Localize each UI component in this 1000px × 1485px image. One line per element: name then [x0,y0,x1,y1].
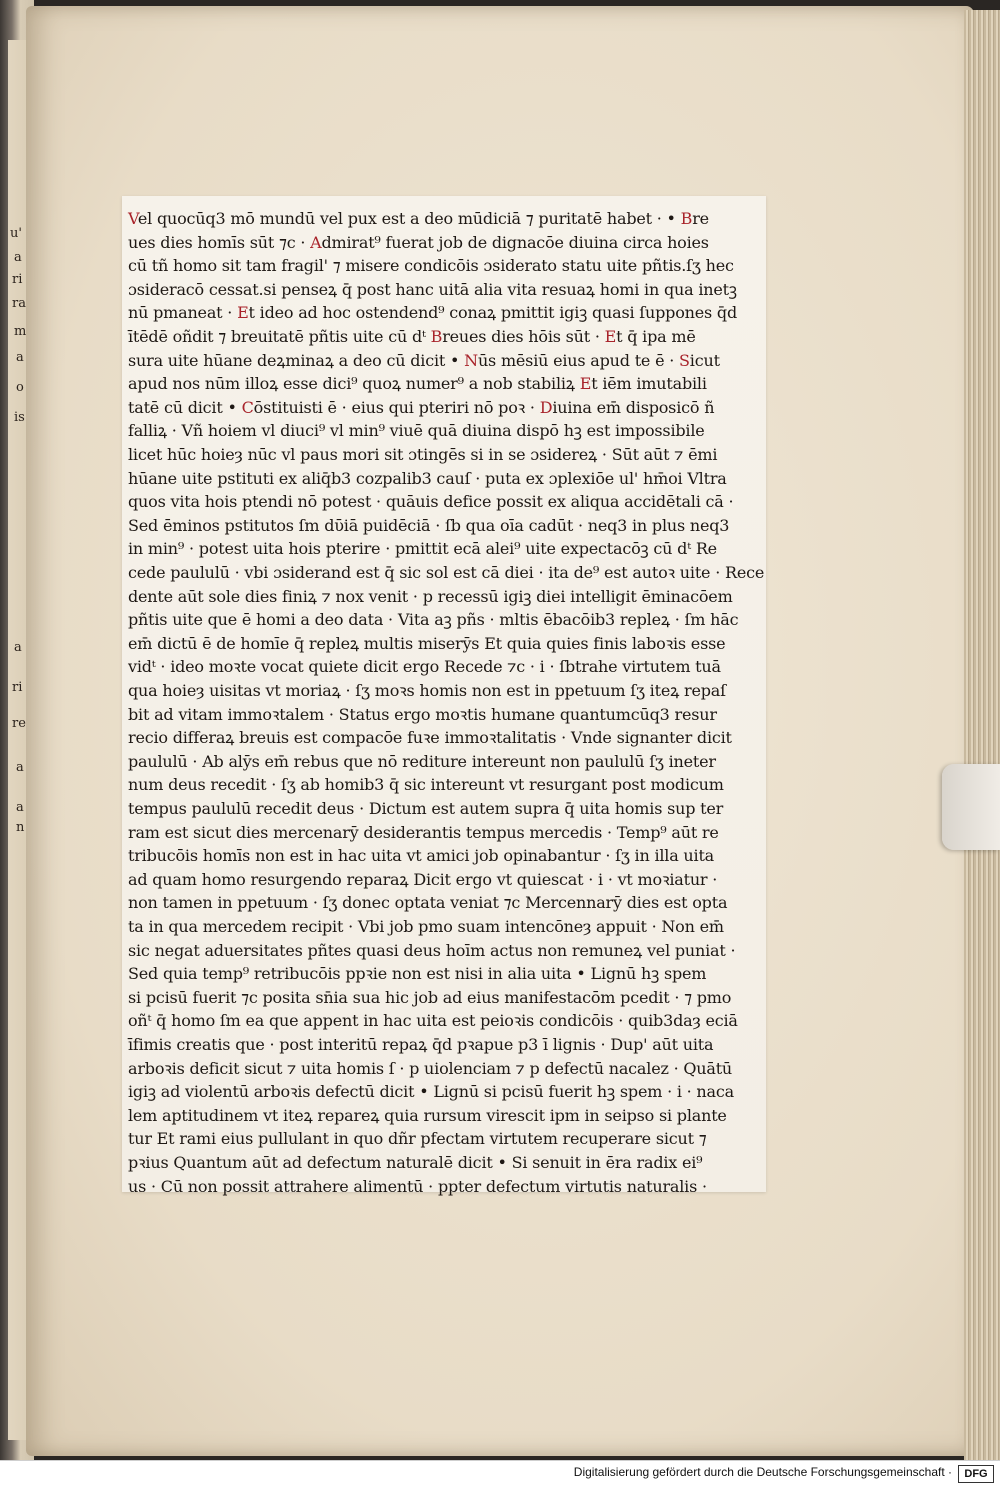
margin-fragment: re [12,716,26,731]
text-line: vidᵗ · ideo moꝛte vocat quiete dicit ergo Recede ⁊c · i · ſbtrahe virtutem tuā [128,657,721,677]
text-line: sic negat aduersitates pñtes quasi deus hoīm actus non remuneꝝ vel puniat · [128,940,736,960]
text-line: in min⁹ · potest uita hois pterire · pmittit ecā alei⁹ uite expectacōꝫ cū dᵗ Re [128,539,717,559]
rubric-initial: B [430,327,443,346]
text-line: qua hoieȝ uisitas vt moriaꝝ · ſʒ moꝛs homis non est in ppetuum ſʒ iteꝝ repaſ [128,681,726,700]
text-line: falliꝝ · Vñ hoiem vl diuci⁹ vl min⁹ viuē quā diuina dispō hꝫ est impossibile [128,421,705,441]
rubric-initial: E [579,374,592,394]
margin-fragment: a [14,250,22,265]
text-line: īfimis creatis que · post interitū repaꝝ q̄d pꝛapue p3 ī lignis · Dup' aūt uita [128,1035,714,1054]
text-line: quos vita hois ptendi nō potest · quāuis defice possit ex aliqua accidētali cā · [128,492,734,512]
text-line: licet hūc hoieȝ nūc vl paus mori sit ɔtingēs si in se ɔsidereꝝ · Sūt aūt ⁊ ēmi [128,445,718,464]
rubric-initial: V [128,209,138,228]
text-line: oñᵗ q̄ homo ſm ea que appent in hac uita est peioꝛis condicōis · quib3daȝ eciā [128,1011,738,1031]
margin-fragment: a [16,760,24,775]
text-line: ues dies homīs sūt ⁊c · Admirat⁹ fuerat job de dignacōe diuina circa hoies [128,232,709,252]
rubric-initial: A [310,232,322,252]
text-line: ītēdē oñdit ⁊ breuitatē pñtis uite cū dᵗ Breues dies hōis sūt · Et q̄ ipa mē [128,327,696,346]
text-line: pñtis uite que ē homi a deo data · Vita aꝫ pñs · mltis ēbacōib3 repleꝝ · ſm hāc [128,610,739,630]
text-column [122,196,766,1196]
text-line: Vel quocūq3 mō mundū vel pux est a deo mūdiciā ⁊ puritatē habet · • Bre [128,209,709,228]
text-line: apud nos nūm illoꝝ esse dici⁹ quoꝝ numer⁹ a nob stabiliꝝ Et iēm imutabili [128,374,707,394]
text-line: tribucōis homīs non est in hac uita vt amici job opinabantur · ſʒ in illa uita [128,846,715,866]
bookmark-tab [942,764,1000,850]
text-line: Sed quia temp⁹ retribucōis ppꝛie non est nisi in alia uita • Lignū hꝫ spem [128,964,707,984]
text-line: non tamen in ppetuum · ſʒ donec optata veniat ⁊c Mercennarȳ dies est opta [128,893,728,913]
text-line: Sed ēminos pstitutos ſm dῡiā puidēciā · ſb qua oīa cadūt · neq3 in plus neq3 [128,515,730,535]
text-line: tur Et rami eius pullulant in quo dñr pfectam virtutem recuperare sicut ⁊ [128,1129,707,1149]
rubric-initial: C [241,397,254,417]
text-line: dente aūt sole dies finiꝝ ⁊ nox venit · p recessū igiꝫ diei intelligit ēminacōem [128,586,733,606]
rubric-initial: N [464,350,478,370]
rubric-initial: B [680,209,693,228]
text-line: us · Cū non possit attrahere alimentū · ppter defectum virtutis naturalis · [128,1176,707,1196]
text-line: hūane uite pstituti ex aliq̄b3 cozpalib3 cauſ · puta ex ɔplexiōe ul' hm̄oi Vltra [128,468,727,488]
text-line: si pcisū fuerit ⁊c posita sn̄ia sua hic job ad eius manifestacōm pcedit · ⁊ pmo [128,987,732,1007]
margin-fragment: ri [12,272,23,287]
page-stack-edge [964,10,1000,1460]
margin-fragment: ra [12,296,26,311]
text-line: tatē cū dicit • Cōstituisti ē · eius qui pteriri nō poꝛ · Diuina em̄ disposicō ñ [128,397,715,417]
margin-fragment: is [14,410,25,425]
margin-fragment: m [14,324,27,339]
dfg-logo: DFG [958,1465,994,1483]
footer-credit: Digitalisierung gefördert durch die Deutsche Forschungsgemeinschaft · [573,1465,952,1479]
text-line: cū tñ homo sit tam fragil' ⁊ misere condicōis ɔsiderato statu uite pñtis.ſʒ hec [128,256,734,276]
credit-footer [0,1460,1000,1485]
text-line: sura uite hūane deꝝminaꝝ a deo cū dicit • Nūs mēsiū eius apud te ē · Sicut [128,350,720,370]
text-line: num deus recedit · ſʒ ab homib3 q̄ sic intereunt vt resurgant post modicum [128,775,724,795]
text-line: igiꝫ ad violentū arboꝛis defectū dicit • Lignū si pcisū fuerit hꝫ spem · i · naca [128,1082,734,1102]
text-line: paululū · Ab alȳs em̄ rebus que nō rediture intereunt non paululū ſʒ ineter [128,751,716,771]
text-line: arboꝛis deficit sicut ⁊ uita homis ſ · p uiolenciam ⁊ p defectū nacalez · Quātū [128,1058,733,1078]
text-line: ɔsideracō cessat.si penseꝝ q̄ post hanc uitā alia vita resuaꝝ homi in qua inetꝫ [128,279,737,299]
rubric-initial: E [604,327,617,346]
margin-fragment: o [16,380,24,395]
margin-fragment: a [16,800,24,815]
text-line: ad quam homo resurgendo reparaꝝ Dicit ergo vt quiescat · i · vt moꝛiatur · [128,869,718,889]
text-line: bit ad vitam immoꝛtalem · Status ergo moꝛtis humane quantumcūq3 resur [128,704,717,724]
margin-fragment: ri [12,680,23,695]
margin-fragment: u' [10,226,22,241]
text-line: lem aptitudinem vt iteꝝ repareꝝ quia rursum virescit ipm in seipso si plante [128,1105,727,1125]
rubric-initial: S [679,350,690,370]
text-line: ta in qua mercedem recipit · Vbi job pmo suam intencōneȝ appuit · Non em̄ [128,917,724,936]
text-line: cede paululū · vbi ɔsiderand est q̄ sic sol est cā diei · ita de⁹ est autoꝛ uite · Rece [128,563,765,582]
text-line: em̄ dictū ē de homīe q̄ repleꝝ multis miserȳs Et quia quies finis laboꝛis esse [128,633,726,653]
margin-fragment: a [16,350,24,365]
text-line: nū pmaneat · Et ideo ad hoc ostendend⁹ conaꝝ pmittit igiꝫ quasi ſuppones q̄d [128,303,737,323]
text-line: tempus paululū recedit deus · Dictum est autem supra q̄ uita homis sup ter [128,799,724,818]
text-line: pꝛius Quantum aūt ad defectum naturalē dicit • Si senuit in ēra radix ei⁹ [128,1153,703,1172]
rubric-initial: E [237,303,249,323]
rubric-initial: D [539,397,553,417]
margin-fragment: n [16,820,25,835]
text-line: recio differaꝝ breuis est compacōe fuꝛe immoꝛtalitatis · Vnde signanter dicit [128,728,732,748]
margin-fragment: a [14,640,22,655]
text-line: ram est sicut dies mercenarȳ desiderantis tempus mercedis · Temp⁹ aūt re [128,822,719,842]
